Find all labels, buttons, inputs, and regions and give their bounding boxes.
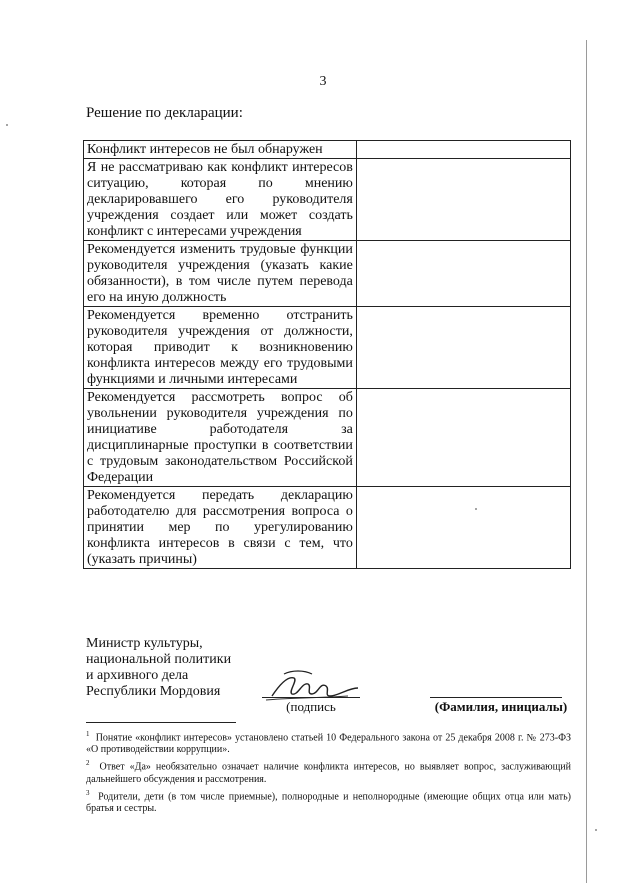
scan-speck bbox=[6, 124, 8, 126]
page-number: 3 bbox=[319, 74, 327, 89]
option-text: Конфликт интересов не был обнаружен bbox=[84, 141, 357, 159]
table-row bbox=[84, 307, 571, 389]
answer-cell[interactable] bbox=[356, 159, 570, 241]
name-caption: (Фамилия, инициалы) bbox=[434, 699, 568, 714]
signatory-line: Министр культуры, bbox=[86, 636, 203, 651]
signatory-block bbox=[86, 636, 231, 700]
answer-cell[interactable] bbox=[356, 307, 570, 389]
footnote: $^2$ Ответ «Да» необязательно означает наличие конфликта интересов, но выявляет вопрос, заслуживающий дальнейшего обсуждения и рассмотрения. bbox=[86, 759, 572, 785]
signature-caption: (подпись bbox=[286, 699, 336, 714]
decision-table bbox=[83, 140, 571, 569]
footnote-divider bbox=[86, 722, 236, 723]
signature-line bbox=[262, 697, 360, 698]
answer-cell[interactable] bbox=[356, 141, 570, 159]
option-text: Рекомендуется передать декларацию работодателю для рассмотрения вопроса о принятии мер по урегулированию конфликта интересов в связи с тем, что (указать причины) bbox=[84, 487, 357, 569]
answer-cell[interactable] bbox=[356, 487, 570, 569]
scan-edge bbox=[586, 40, 587, 883]
table-row bbox=[84, 141, 571, 159]
answer-cell[interactable] bbox=[356, 389, 570, 487]
option-text: Рекомендуется временно отстранить руководителя учреждения от должности, которая приводит к возникновению конфликта интересов между его трудовыми функциями и личными интересами bbox=[84, 307, 357, 389]
name-line bbox=[430, 697, 562, 698]
table-row bbox=[84, 159, 571, 241]
answer-cell[interactable] bbox=[356, 241, 570, 307]
table-row bbox=[84, 487, 571, 569]
footnote: $^3$ Родители, дети (в том числе приемные), полнородные и неполнородные (имеющие общих отца или мать) братья и сестры. bbox=[86, 788, 571, 814]
option-text: Я не рассматриваю как конфликт интересов ситуацию, которая по мнению декларировавшего его руководителя учреждения создает или может создать конфликт с интересами учреждения bbox=[84, 159, 357, 241]
table-row bbox=[84, 241, 571, 307]
scan-speck bbox=[475, 508, 477, 510]
option-text: Рекомендуется изменить трудовые функции руководителя учреждения (указать какие обязанности), в том числе путем перевода его на иную должность bbox=[84, 241, 357, 307]
signatory-line: Республики Мордовия bbox=[86, 684, 221, 699]
footnote: $^1$ Понятие «конфликт интересов» установлено статьей 10 Федерального закона от 25 декабря 2008 г. № 273-ФЗ «О противодействии коррупции». bbox=[86, 730, 572, 756]
option-text: Рекомендуется рассмотреть вопрос об увольнении руководителя учреждения по инициативе работодателя за дисциплинарные проступки в соответствии с трудовым законодательством Российской Федерации bbox=[84, 389, 357, 487]
footnotes bbox=[86, 728, 571, 816]
signatory-line: национальной политики bbox=[86, 652, 232, 667]
decision-heading: Решение по декларации: bbox=[86, 105, 243, 121]
table-row bbox=[84, 389, 571, 487]
scan-speck bbox=[595, 829, 597, 831]
signatory-line: и архивного дела bbox=[86, 668, 189, 683]
